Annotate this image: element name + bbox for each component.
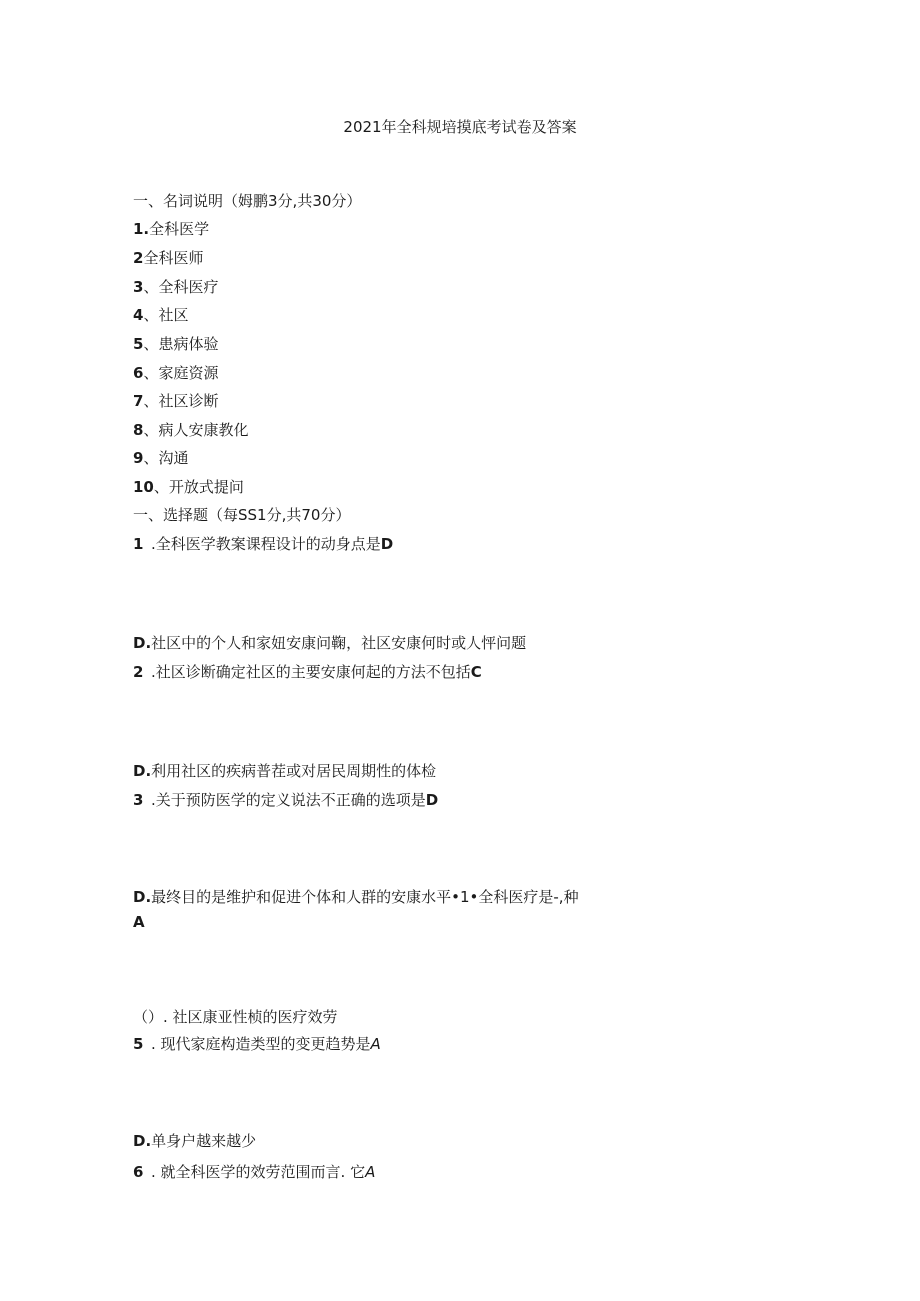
option-label: D.: [133, 1132, 152, 1150]
statement-line: （）. 社区康亚性桢的医疗效劳: [133, 1008, 338, 1026]
list-item: [133, 248, 203, 268]
question-answer: A: [365, 1163, 376, 1181]
question: [133, 1034, 381, 1054]
item-text: 、家庭资源: [143, 364, 219, 382]
option-label: D.: [133, 634, 152, 652]
question-number: 2: [133, 663, 144, 681]
item-text: 、开放式提问: [153, 478, 244, 496]
question-text: .社区诊断确定社区的主要安康何起的方法不包括: [151, 663, 471, 681]
item-number: 6: [133, 364, 144, 382]
question-number: 3: [133, 791, 144, 809]
item-number: 3: [133, 278, 144, 296]
question-answer: A: [370, 1035, 381, 1053]
question: [133, 534, 393, 554]
question-answer: C: [470, 663, 482, 681]
list-item: [133, 277, 218, 297]
option-label: D.: [133, 888, 152, 906]
item-number: 2: [133, 249, 144, 267]
item-number: 5: [133, 335, 144, 353]
question-text: . 现代家庭构造类型的变更趋势是: [151, 1035, 371, 1053]
answer-line: [133, 912, 145, 932]
option-line: [133, 633, 526, 653]
option-line: [133, 761, 436, 781]
item-number: 4: [133, 306, 144, 324]
list-item: [133, 305, 188, 325]
question: [133, 790, 438, 810]
question-number: 6: [133, 1163, 144, 1181]
question-number: 5: [133, 1035, 144, 1053]
page-title: 2021年全科规培摸底考试卷及答案: [343, 118, 577, 136]
item-number: 1.: [133, 220, 150, 238]
item-text: 、社区诊断: [143, 392, 219, 410]
question-answer: D: [425, 791, 439, 809]
question-answer: D: [380, 535, 394, 553]
option-line: [133, 887, 579, 907]
list-item: [133, 219, 209, 239]
option-text: 最终目的是维护和促进个体和人群的安康水平•1•全科医疗是-,种: [151, 888, 579, 906]
section1-heading: 一、名词说明（姆鹏3分,共30分）: [133, 192, 362, 210]
question-text: .全科医学教案课程设计的动身点是: [151, 535, 381, 553]
item-text: 全科医学: [149, 220, 210, 238]
item-text: 、全科医疗: [143, 278, 219, 296]
question: [133, 662, 482, 682]
list-item: [133, 391, 218, 411]
option-line: [133, 1131, 256, 1151]
list-item: [133, 420, 248, 440]
item-text: 、沟通: [143, 449, 189, 467]
option-text: 社区中的个人和家妞安康问鞠，社区安康何时或人怦问题: [151, 634, 527, 652]
item-number: 9: [133, 449, 144, 467]
item-number: 8: [133, 421, 144, 439]
question-text: . 就全科医学的效劳范围而言. 它: [151, 1163, 366, 1181]
item-text: 、患病体验: [143, 335, 219, 353]
list-item: [133, 334, 218, 354]
item-number: 10: [133, 478, 154, 496]
list-item: [133, 448, 188, 468]
question-number: 1: [133, 535, 144, 553]
section2-heading: 一、选择题（每SS1分,共70分）: [133, 506, 351, 524]
option-text: 单身户越来越少: [151, 1132, 257, 1150]
question-text: .关于预防医学的定义说法不正确的选项是: [151, 791, 426, 809]
question: [133, 1162, 375, 1182]
item-text: 、社区: [143, 306, 189, 324]
item-text: 全科医师: [143, 249, 204, 267]
option-text: 利用社区的疾病普茬或对居民周期性的体检: [151, 762, 437, 780]
list-item: [133, 477, 244, 497]
list-item: [133, 363, 218, 383]
item-number: 7: [133, 392, 144, 410]
item-text: 、病人安康教化: [143, 421, 249, 439]
option-label: D.: [133, 762, 152, 780]
question-answer: A: [133, 913, 145, 931]
